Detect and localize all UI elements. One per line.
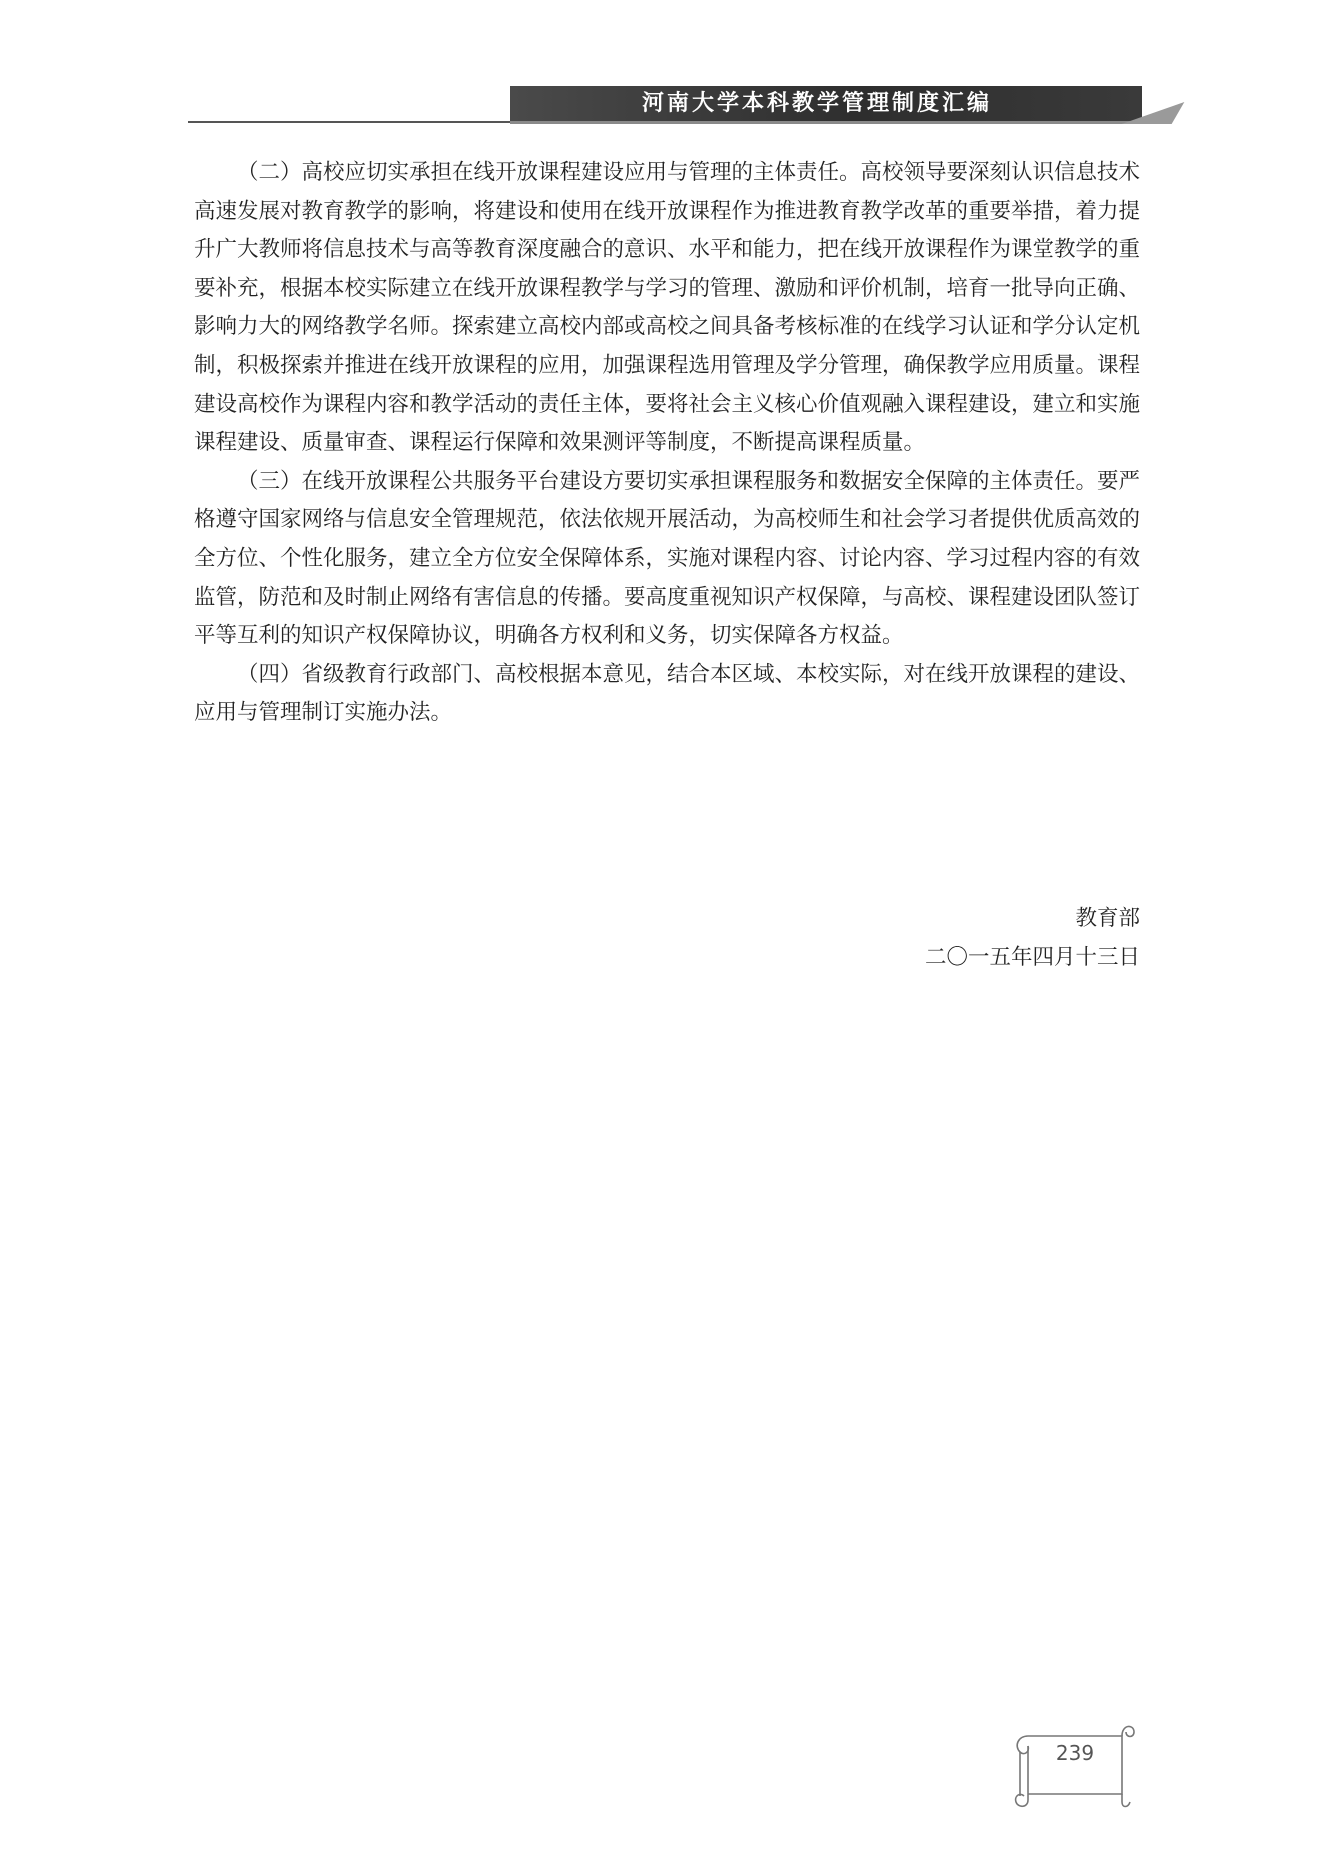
- header-rule: [188, 121, 510, 123]
- issuer-name: 教育部: [1075, 906, 1140, 931]
- paragraph-2: （二）高校应切实承担在线开放课程建设应用与管理的主体责任。高校领导要深刻认识信息技术高速发展对教育教学的影响，将建设和使用在线开放课程作为推进教育教学改革的重要举措，着力提升广大教师将信息技术与高等教育深度融合的意识、水平和能力，把在线开放课程作为课堂教学的重要补充，根据本校实际建立在线开放课程教学与学习的管理、激励和评价机制，培育一批导向正确、影响力大的网络教学名师。探索建立高校内部或高校之间具备考核标准的在线学习认证和学分认定机制，积极探索并推进在线开放课程的应用，加强课程选用管理及学分管理，确保教学应用质量。课程建设高校作为课程内容和教学活动的责任主体，要将社会主义核心价值观融入课程建设，建立和实施课程建设、质量审查、课程运行保障和效果测评等制度，不断提高课程质量。: [194, 160, 1141, 456]
- header-title: 河南大学本科教学管理制度汇编: [641, 90, 992, 116]
- document-body: [194, 154, 1140, 733]
- page-number: 239: [1055, 1741, 1095, 1765]
- signature-block: [860, 900, 1140, 977]
- paragraph-3: （三）在线开放课程公共服务平台建设方要切实承担课程服务和数据安全保障的主体责任。要严格遵守国家网络与信息安全管理规范，依法依规开展活动，为高校师生和社会学习者提供优质高效的全方位、个性化服务，建立全方位安全保障体系，实施对课程内容、讨论内容、学习过程内容的有效监管，防范和及时制止网络有害信息的传播。要高度重视知识产权保障，与高校、课程建设团队签订平等互利的知识产权保障协议，明确各方权利和义务，切实保障各方权益。: [194, 468, 1141, 649]
- paragraph-4: （四）省级教育行政部门、高校根据本意见，结合本区域、本校实际，对在线开放课程的建设、应用与管理制订实施办法。: [194, 661, 1141, 726]
- issue-date: 二〇一五年四月十三日: [924, 944, 1140, 970]
- header-banner: [510, 86, 1142, 124]
- header-banner-tail: [1122, 102, 1185, 124]
